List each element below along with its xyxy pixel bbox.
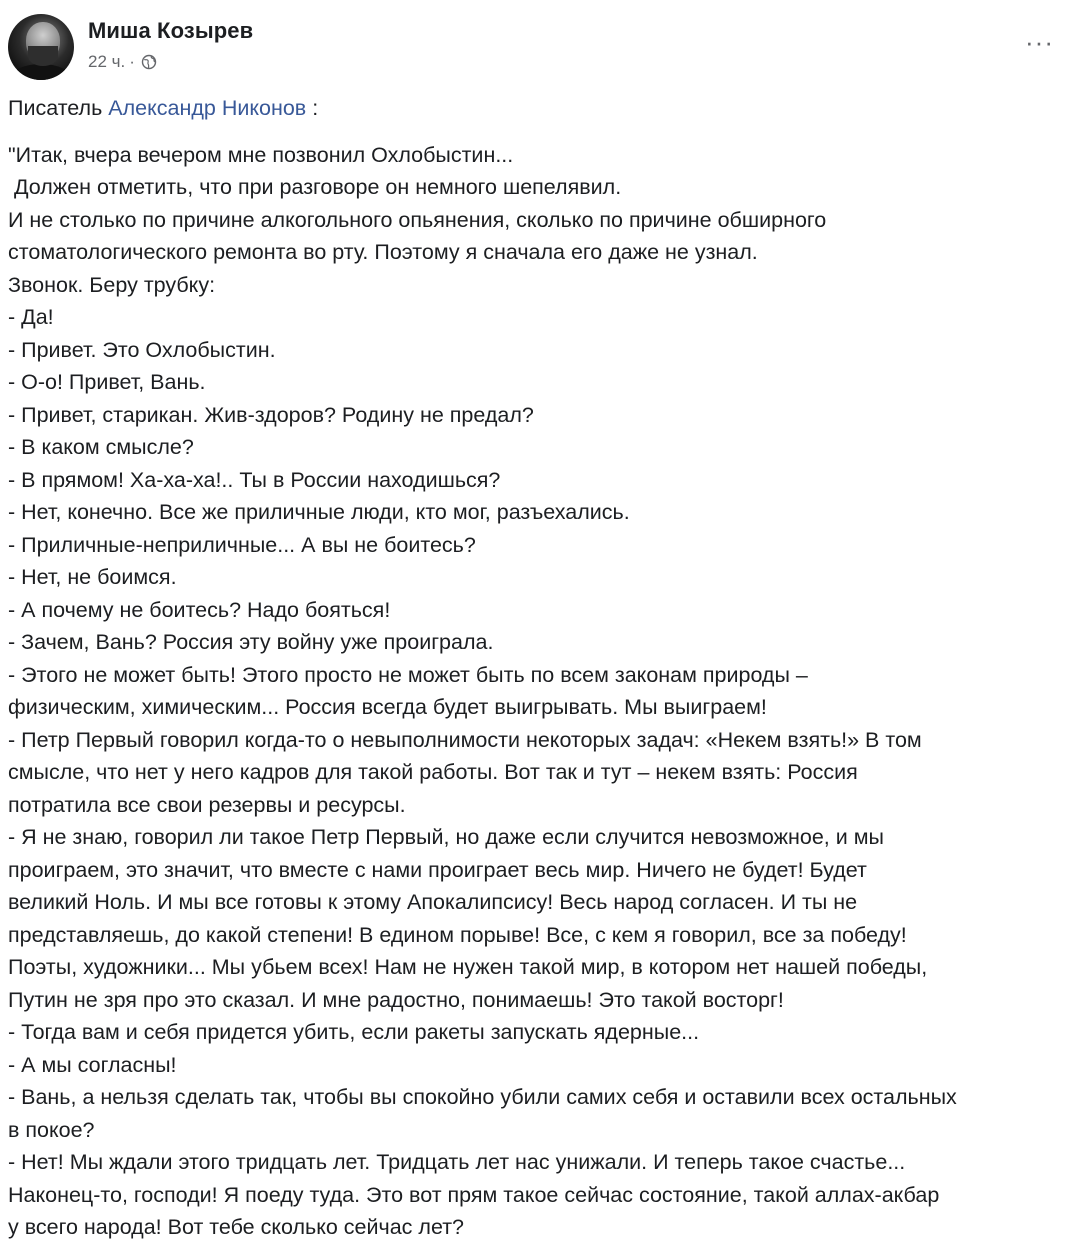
post-text-line: - Привет, старикан. Жив-здоров? Родину не предал? (8, 402, 534, 427)
globe-icon[interactable] (141, 54, 157, 70)
author-avatar[interactable] (8, 14, 74, 80)
post-text-line: Поэты, художники... Мы убьем всех! Нам не нужен такой мир, в котором нет нашей победы, (8, 955, 928, 979)
post-text-line: физическим, химическим... Россия всегда будет выигрывать. Мы выиграем! (8, 695, 767, 719)
post-text-line: - В каком смысле? (8, 435, 194, 459)
post-text-line: - Нет, не боимся. (8, 565, 177, 589)
post-text-line: потратила все свои резервы и ресурсы. (8, 792, 406, 817)
post-text-line: - Привет. Это Охлобыстин. (8, 337, 276, 362)
post-text-line: - Этого не может быть! Этого просто не может быть по всем законам природы – (8, 662, 808, 687)
post-header (8, 14, 1070, 80)
post-text-line: смысле, что нет у него кадров для такой работы. Вот так и тут – некем взять: Россия (8, 760, 858, 784)
avatar-shoulders (10, 64, 72, 80)
post-text-line: Звонок. Беру трубку: (8, 272, 216, 297)
post-text-line: - Зачем, Вань? Россия эту войну уже проиграла. (8, 630, 494, 654)
post-text-line: - Нет, конечно. Все же приличные люди, кто мог, разъехались. (8, 500, 630, 524)
post-time[interactable]: 22 ч. (88, 52, 126, 71)
post-text-line: стоматологического ремонта во рту. Поэтому я сначала его даже не узнал. (8, 240, 758, 264)
post-text-line: проиграем, это значит, что вместе с нами проиграет весь мир. Ничего не будет! Будет (8, 857, 867, 882)
author-name[interactable]: Миша Козырев (88, 18, 254, 43)
post-text-line: великий Ноль. И мы все готовы к этому Апокалипсису! Весь народ согласен. И ты не (8, 890, 858, 914)
post-text-line: - В прямом! Ха-ха-ха!.. Ты в России находишься? (8, 467, 501, 492)
post-text-line: "Итак, вчера вечером мне позвонил Охлобыстин... (8, 142, 514, 167)
meta-separator: · (129, 52, 135, 71)
post-text-line: - А почему не боитесь? Надо бояться! (8, 597, 391, 622)
post-text-line: - Приличные-неприличные... А вы не боитесь? (8, 532, 476, 557)
author-mention-link[interactable]: Александр Никонов (108, 96, 307, 120)
post-text-line: представляешь, до какой степени! В едином порыве! Все, с кем я говорил, все за победу! (8, 922, 907, 947)
intro-suffix: : (306, 96, 319, 120)
post-text-line: в покое? (8, 1117, 95, 1142)
avatar-beard (28, 46, 58, 66)
post-text-line: - Тогда вам и себя придется убить, если ракеты запускать ядерные... (8, 1020, 700, 1044)
post-meta (88, 52, 157, 72)
post-body (8, 92, 1070, 1244)
post-text-line: - А мы согласны! (8, 1052, 177, 1077)
post-text-line: - Вань, а нельзя сделать так, чтобы вы спокойно убили самих себя и оставили всех остальных (8, 1085, 957, 1109)
post-intro (8, 92, 1070, 125)
post-text-line: - Нет! Мы ждали этого тридцать лет. Тридцать лет нас унижали. И теперь такое счастье... (8, 1150, 906, 1174)
post-text-line: И не столько по причине алкогольного опьянения, сколько по причине обширного (8, 207, 827, 232)
intro-prefix: Писатель (8, 96, 109, 120)
post-text-line: - Да! (8, 305, 54, 329)
more-options-icon[interactable]: ··· (1025, 27, 1054, 57)
post-text-line: - Петр Первый говорил когда-то о невыполнимости некоторых задач: «Некем взять!» В том (8, 727, 922, 752)
post-text-line: Путин не зря про это сказал. И мне радостно, понимаешь! Это такой восторг! (8, 987, 784, 1012)
post-text-line: Должен отметить, что при разговоре он немного шепелявил. (8, 175, 622, 199)
post-text-line: - Я не знаю, говорил ли такое Петр Первый, но даже если случится невозможное, и мы (8, 825, 884, 849)
post-text-line: Наконец-то, господи! Я поеду туда. Это вот прям такое сейчас состояние, такой аллах-акбар (8, 1182, 940, 1207)
post-text-line: у всего народа! Вот тебе сколько сейчас лет? (8, 1215, 465, 1239)
post-text-line: - О-о! Привет, Вань. (8, 370, 206, 394)
